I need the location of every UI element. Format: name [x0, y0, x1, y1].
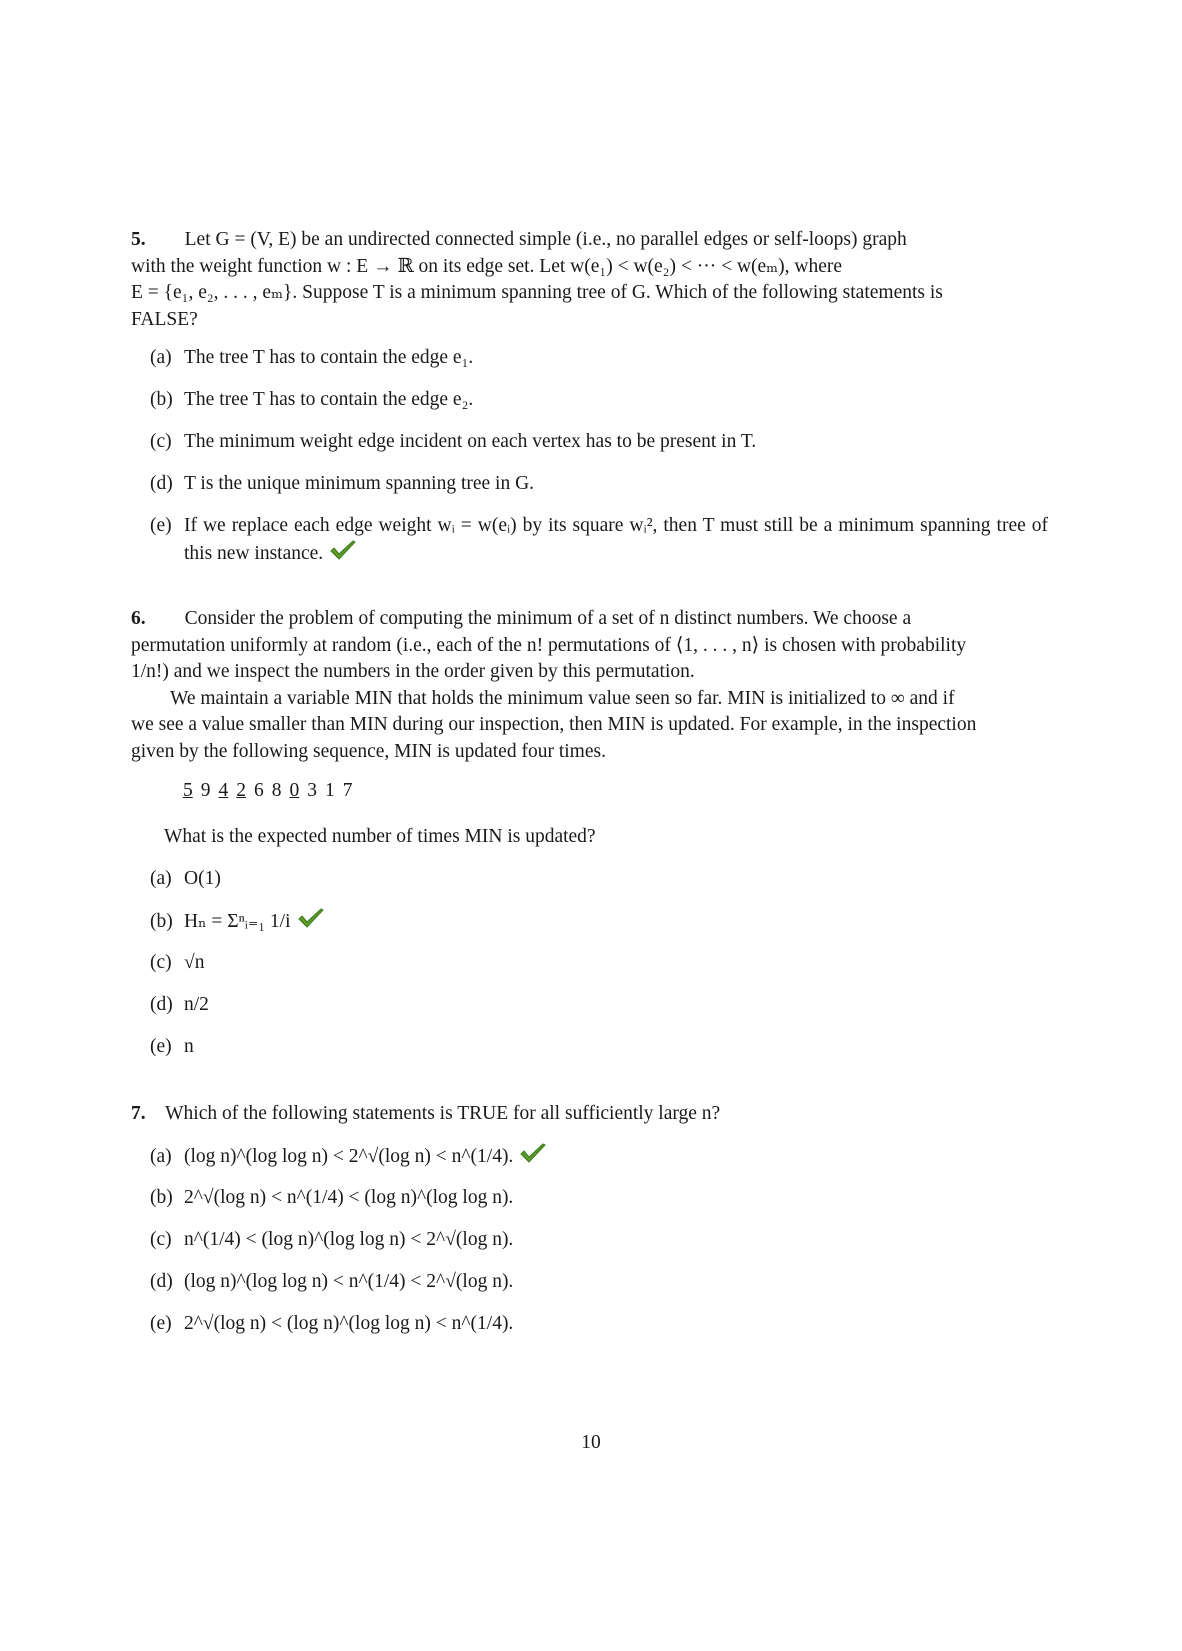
- option-label: (d): [150, 1271, 173, 1292]
- checkmark-icon: [329, 540, 357, 562]
- q6-line3: 1/n!) and we inspect the numbers in the order given by this permutation.: [131, 661, 695, 682]
- sequence-item: 8: [271, 780, 282, 801]
- option-text: The tree T has to contain the edge e₁.: [184, 347, 474, 368]
- option-text: 2^√(log n) < n^(1/4) < (log n)^(log log n).: [184, 1187, 514, 1208]
- q6-sequence: [183, 778, 1081, 805]
- q6-line2: permutation uniformly at random (i.e., each of the n! permutations of ⟨1, . . . , n⟩ is chosen with probability: [131, 634, 967, 656]
- option-text: n^(1/4) < (log n)^(log log n) < 2^√(log n).: [184, 1229, 514, 1250]
- option-label: (b): [150, 1187, 173, 1208]
- option-label: (b): [150, 911, 173, 932]
- option-label: (a): [150, 868, 172, 889]
- q5-line1: Let G = (V, E) be an undirected connected simple (i.e., no parallel edges or self-loops) graph: [184, 229, 907, 250]
- q5-line2: with the weight function w : E → ℝ on its edge set. Let w(e₁) < w(e₂) < ··· < w(eₘ), where: [131, 255, 843, 277]
- q5-option-a: [150, 345, 1048, 372]
- q7-number: 7.: [131, 1103, 146, 1124]
- sequence-item: 1: [325, 780, 335, 801]
- q5-stem: [131, 227, 1048, 333]
- option-label: (d): [150, 473, 173, 494]
- sequence-item: 3: [307, 780, 317, 801]
- option-text: √n: [184, 952, 205, 973]
- q5-line4: FALSE?: [131, 308, 198, 330]
- q6-line6: given by the following sequence, MIN is updated four times.: [131, 740, 606, 762]
- option-text: (log n)^(log log n) < n^(1/4) < 2^√(log n).: [184, 1271, 514, 1292]
- option-text: T is the unique minimum spanning tree in G.: [184, 473, 535, 494]
- q7-option-e: [150, 1311, 1048, 1338]
- sequence-item: 5: [183, 780, 193, 801]
- sequence-item: 6: [254, 780, 264, 801]
- option-text: 2^√(log n) < (log n)^(log log n) < n^(1/4).: [184, 1313, 514, 1334]
- option-text: (log n)^(log log n) < 2^√(log n) < n^(1/4).: [184, 1146, 514, 1167]
- option-text: The tree T has to contain the edge e₂.: [184, 389, 474, 410]
- option-label: (a): [150, 1146, 172, 1167]
- q6-number: 6.: [131, 608, 146, 629]
- q5-option-d: [150, 471, 1048, 498]
- checkmark-icon: [297, 908, 325, 930]
- q7-option-a: [150, 1143, 1048, 1171]
- option-label: (b): [150, 389, 173, 410]
- page-number: 10: [581, 1432, 601, 1453]
- option-text: O(1): [184, 868, 221, 889]
- option-text: Hₙ = Σⁿᵢ₌₁ 1/i: [184, 911, 291, 932]
- sequence-item: 0: [289, 780, 300, 801]
- q6-option-e: [150, 1034, 1048, 1061]
- q6-option-b: [150, 908, 1048, 936]
- option-text: n: [184, 1036, 194, 1057]
- q6-line5: we see a value smaller than MIN during our inspection, then MIN is updated. For example, in the inspection: [131, 714, 977, 735]
- q6-question: What is the expected number of times MIN is updated?: [164, 826, 596, 847]
- q6-line4: We maintain a variable MIN that holds the minimum value seen so far. MIN is initialized to ∞ and if: [170, 687, 955, 709]
- q6-option-c: [150, 950, 1048, 977]
- q6-option-a: [150, 866, 1048, 893]
- sequence-item: 7: [342, 780, 353, 801]
- option-label: (e): [150, 515, 172, 536]
- q5-option-c: [150, 429, 1048, 456]
- q7-stem-text: Which of the following statements is TRUE for all sufficiently large n?: [165, 1103, 721, 1124]
- option-label: (d): [150, 994, 173, 1015]
- option-label: (c): [150, 431, 172, 452]
- option-label: (a): [150, 347, 172, 368]
- q6-line1: Consider the problem of computing the minimum of a set of n distinct numbers. We choose a: [184, 608, 912, 629]
- sequence-item: 4: [218, 780, 229, 801]
- option-label: (e): [150, 1036, 172, 1057]
- option-label: (c): [150, 952, 172, 973]
- option-text: The minimum weight edge incident on each vertex has to be present in T.: [184, 431, 757, 452]
- q6-stem: [131, 606, 1048, 765]
- q7-stem: [131, 1101, 1048, 1128]
- q7-option-d: [150, 1269, 1048, 1296]
- q5-line3: E = {e₁, e₂, . . . , eₘ}. Suppose T is a minimum spanning tree of G. Which of the following statements is: [131, 282, 943, 303]
- q6-option-d: [150, 992, 1048, 1019]
- option-label: (e): [150, 1313, 172, 1334]
- q7-option-c: [150, 1227, 1048, 1254]
- q5-option-e: [150, 513, 1048, 567]
- option-text: If we replace each edge weight wᵢ = w(eᵢ) by its square wᵢ², then T must still be a minimum spanning tree of this new instance.: [184, 515, 1048, 564]
- q7-option-b: [150, 1185, 1048, 1212]
- option-text: n/2: [184, 994, 209, 1015]
- q5-option-b: [150, 387, 1048, 414]
- option-label: (c): [150, 1229, 172, 1250]
- checkmark-icon: [519, 1143, 547, 1165]
- sequence-item: 9: [200, 780, 211, 801]
- q5-number: 5.: [131, 229, 146, 250]
- sequence-item: 2: [236, 780, 246, 801]
